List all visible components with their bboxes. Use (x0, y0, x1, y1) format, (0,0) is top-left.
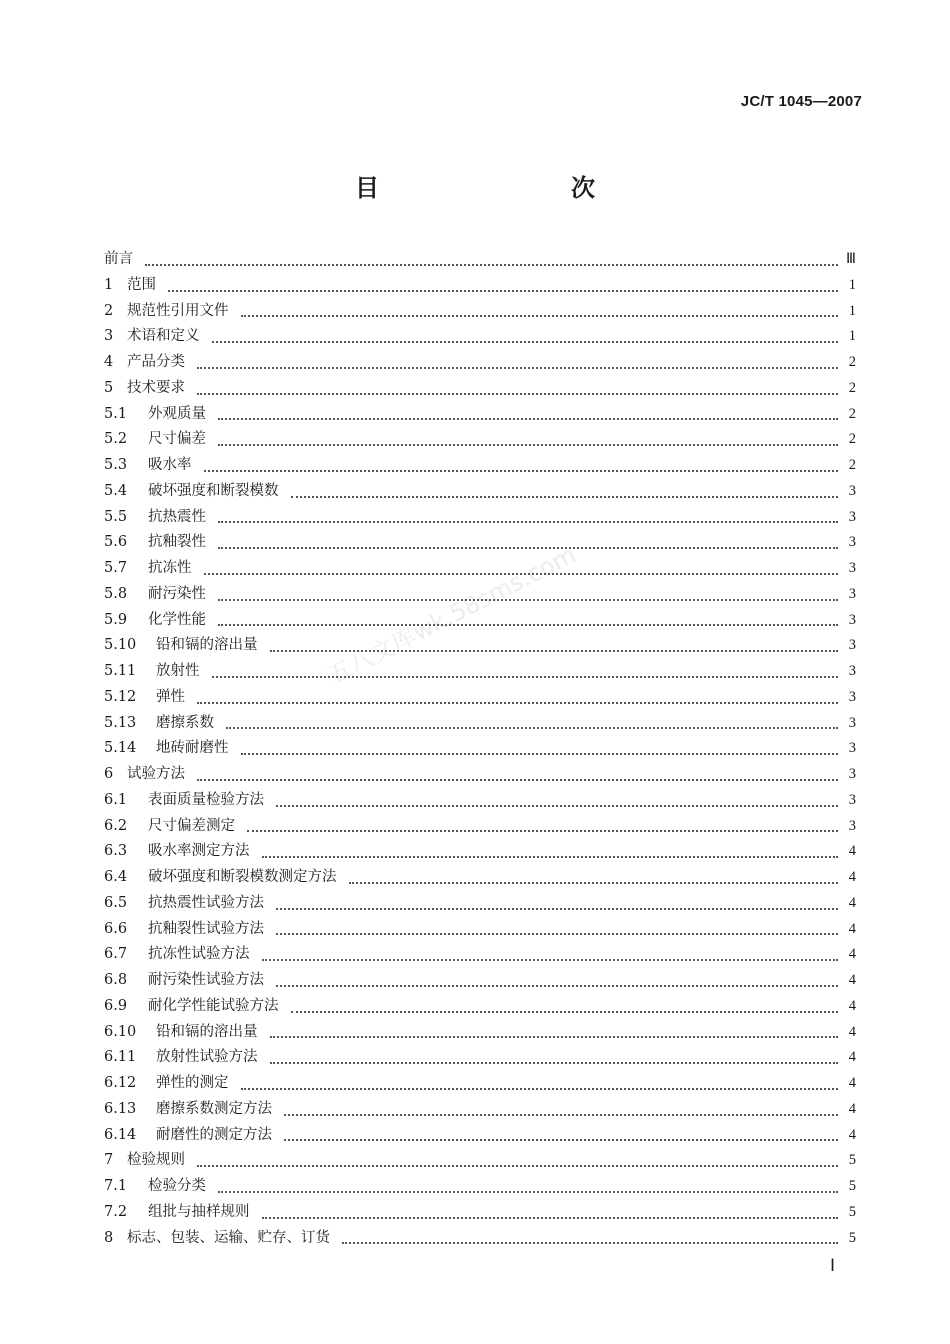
toc-entry-number: 1 (104, 276, 114, 293)
toc-entry-page: 5 (848, 1229, 856, 1246)
toc-entry-title: 破坏强度和断裂模数 (148, 482, 279, 499)
dot-leader (270, 634, 839, 652)
toc-entry-number: 5.4 (104, 482, 128, 499)
toc-entry-number: 6.6 (104, 920, 128, 937)
toc-entry[interactable] (104, 1123, 856, 1149)
toc-entry-title: 表面质量检验方法 (148, 791, 264, 808)
toc-entry[interactable] (104, 659, 856, 685)
dot-leader (342, 1226, 838, 1244)
toc-entry-page: 5 (848, 1152, 856, 1169)
toc-entry-number: 6.4 (104, 869, 128, 885)
toc-entry-title: 耐污染性 (148, 585, 206, 602)
toc-entry[interactable] (104, 273, 856, 299)
toc-entry-title: 铅和镉的溶出量 (156, 1023, 258, 1040)
dot-leader (197, 1149, 838, 1167)
toc-entry-number: 6.12 (104, 1075, 137, 1091)
dot-leader (197, 351, 838, 369)
toc-entry[interactable] (104, 968, 856, 994)
dot-leader (197, 377, 838, 395)
toc-entry[interactable] (104, 1045, 856, 1071)
toc-entry-page: 3 (848, 585, 856, 602)
toc-entry-number: 3 (104, 328, 114, 345)
toc-entry-number: 5.11 (104, 663, 137, 679)
toc-entry-page: 4 (848, 1075, 856, 1091)
toc-entry-number: 6.11 (104, 1049, 137, 1066)
toc-entry-number: 2 (104, 302, 114, 319)
toc-entry[interactable] (104, 942, 856, 968)
toc-entry-page: 3 (848, 817, 856, 834)
toc-entry[interactable] (104, 1226, 856, 1252)
toc-entry-number: 5.14 (104, 740, 137, 757)
toc-entry-number: 7.2 (104, 1203, 128, 1220)
toc-entry-page: 4 (848, 997, 856, 1014)
toc-entry-title: 组批与抽样规则 (148, 1203, 250, 1220)
dot-leader (218, 608, 838, 626)
toc-entry-number: 4 (104, 354, 114, 370)
toc-entry-title: 耐污染性试验方法 (148, 972, 264, 988)
toc-entry-title: 尺寸偏差 (148, 431, 206, 448)
dot-leader (247, 814, 838, 832)
dot-leader (241, 299, 839, 317)
toc-entry[interactable] (104, 1071, 856, 1097)
toc-entry-number: 6.5 (104, 894, 128, 911)
dot-leader (262, 943, 839, 961)
toc-entry[interactable] (104, 736, 856, 762)
toc-entry[interactable] (104, 479, 856, 505)
toc-entry-page: 4 (848, 946, 856, 963)
toc-entry-page: 3 (848, 740, 856, 757)
toc-entry-title: 术语和定义 (127, 328, 200, 345)
dot-leader (145, 248, 838, 266)
toc-entry-number: 6.7 (104, 946, 128, 963)
toc-entry-title: 弹性 (156, 688, 185, 705)
toc-entry-number: 5.9 (104, 611, 128, 628)
dot-leader (291, 995, 839, 1013)
toc-entry-number: 5.7 (104, 560, 128, 576)
toc-entry-number: 5.5 (104, 508, 128, 525)
dot-leader (276, 917, 838, 935)
toc-entry-title: 抗釉裂性试验方法 (148, 920, 264, 937)
toc-entry[interactable] (104, 1020, 856, 1046)
dot-leader (262, 1201, 839, 1219)
standard-code: JC/T 1045—2007 (740, 93, 862, 110)
watermark: 五八文库wk.58sms.com (322, 540, 581, 691)
dot-leader (349, 866, 839, 884)
toc-entry-title: 耐磨性的测定方法 (156, 1126, 272, 1143)
toc-entry-page: 3 (848, 482, 856, 499)
toc-entry-page: 3 (848, 611, 856, 628)
dot-leader (197, 686, 838, 704)
toc-entry-title: 范围 (127, 276, 156, 293)
toc-entry-page: 4 (848, 920, 856, 937)
toc-entry-page: 5 (848, 1178, 856, 1194)
toc-entry-title: 耐化学性能试验方法 (148, 997, 279, 1014)
dot-leader (218, 583, 838, 601)
toc-entry-page: 4 (848, 1049, 856, 1066)
toc-entry-page: 5 (848, 1203, 856, 1220)
toc-entry-title: 产品分类 (127, 354, 185, 370)
toc-entry[interactable] (104, 453, 856, 479)
toc-entry-page: 2 (848, 354, 856, 370)
toc-entry-title: 吸水率 (148, 457, 192, 473)
dot-leader (270, 1020, 839, 1038)
toc-entry-number: 6.1 (104, 791, 128, 808)
toc-entry-page: 4 (848, 894, 856, 911)
toc-entry[interactable] (104, 299, 856, 325)
dot-leader (226, 711, 838, 729)
toc-entry-page: 4 (848, 843, 856, 860)
toc-entry[interactable] (104, 530, 856, 556)
toc-entry-page: 4 (848, 1023, 856, 1040)
toc-entry-title: 吸水率测定方法 (148, 843, 250, 860)
toc-entry-page: 1 (848, 328, 856, 345)
toc-entry-number: 5.6 (104, 534, 128, 551)
dot-leader (291, 480, 839, 498)
toc-entry[interactable] (104, 324, 856, 350)
toc-entry[interactable] (104, 814, 856, 840)
dot-leader (284, 1098, 838, 1116)
toc-entry-number: 5.13 (104, 714, 137, 731)
dot-leader (218, 428, 838, 446)
toc-entry-number: 6.14 (104, 1126, 137, 1143)
toc-entry-title: 抗冻性 (148, 560, 192, 576)
dot-leader (276, 892, 838, 910)
toc-entry[interactable] (104, 350, 856, 376)
toc-entry-title: 前言 (104, 251, 133, 267)
toc-entry-number: 7 (104, 1152, 114, 1169)
toc-entry-title: 尺寸偏差测定 (148, 817, 235, 834)
toc-entry[interactable] (104, 1174, 856, 1200)
toc-entry[interactable] (104, 762, 856, 788)
toc-entry-page: 2 (848, 431, 856, 448)
toc-entry-page: 4 (848, 869, 856, 885)
table-of-contents (104, 247, 856, 1251)
toc-entry[interactable] (104, 376, 856, 402)
toc-entry-number: 6.13 (104, 1100, 137, 1117)
dot-leader (204, 454, 839, 472)
dot-leader (284, 1123, 838, 1141)
toc-entry[interactable] (104, 1148, 856, 1174)
toc-entry-title: 规范性引用文件 (127, 302, 229, 319)
toc-entry-title: 破坏强度和断裂模数测定方法 (148, 869, 337, 885)
toc-entry-page: 1 (848, 276, 856, 293)
dot-leader (262, 840, 839, 858)
toc-entry[interactable] (104, 427, 856, 453)
toc-entry-title: 抗釉裂性 (148, 534, 206, 551)
toc-entry-number: 5.1 (104, 405, 128, 422)
toc-entry[interactable] (104, 788, 856, 814)
toc-entry-number: 5.8 (104, 585, 128, 602)
toc-entry-number: 6.9 (104, 997, 128, 1014)
toc-entry-page: 4 (848, 972, 856, 988)
toc-entry-number: 5 (104, 379, 114, 396)
toc-entry-page: 4 (848, 1126, 856, 1143)
dot-leader (168, 274, 838, 292)
toc-entry-title: 检验分类 (148, 1178, 206, 1194)
toc-entry-page: 2 (848, 405, 856, 422)
dot-leader (276, 789, 838, 807)
dot-leader (218, 1175, 838, 1193)
toc-entry[interactable] (104, 582, 856, 608)
toc-entry[interactable] (104, 994, 856, 1020)
toc-entry-title: 抗热震性 (148, 508, 206, 525)
toc-entry-page: 3 (848, 560, 856, 576)
toc-entry[interactable] (104, 402, 856, 428)
toc-entry-number: 6.8 (104, 972, 128, 988)
toc-entry[interactable] (104, 608, 856, 634)
toc-entry-title: 磨擦系数测定方法 (156, 1100, 272, 1117)
toc-entry[interactable] (104, 711, 856, 737)
toc-entry-number: 7.1 (104, 1178, 128, 1194)
toc-entry-title: 铅和镉的溶出量 (156, 637, 258, 654)
page-number: Ⅰ (829, 1256, 835, 1275)
toc-entry[interactable] (104, 556, 856, 582)
dot-leader (276, 969, 838, 987)
toc-entry[interactable] (104, 917, 856, 943)
toc-entry[interactable] (104, 505, 856, 531)
toc-entry-title: 检验规则 (127, 1152, 185, 1169)
toc-entry-page: 3 (848, 791, 856, 808)
toc-entry-number: 5.10 (104, 637, 137, 654)
dot-leader (218, 402, 838, 420)
dot-leader (212, 325, 839, 343)
toc-entry-number: 6.3 (104, 843, 128, 860)
toc-entry-page: 3 (848, 714, 856, 731)
toc-entry-title: 标志、包装、运输、贮存、订货 (127, 1229, 330, 1246)
dot-leader (241, 737, 839, 755)
toc-entry-number: 5.12 (104, 688, 137, 705)
dot-leader (204, 557, 839, 575)
toc-entry-page: 3 (848, 637, 856, 654)
dot-leader (218, 531, 838, 549)
toc-entry-page: 3 (848, 508, 856, 525)
toc-entry-number: 8 (104, 1229, 114, 1246)
toc-entry-page: 1 (848, 302, 856, 319)
toc-entry[interactable] (104, 865, 856, 891)
dot-leader (197, 763, 838, 781)
toc-entry-number: 6.2 (104, 817, 128, 834)
toc-entry-number: 6 (104, 766, 114, 782)
toc-entry-page: 3 (848, 663, 856, 679)
toc-entry-page: Ⅲ (846, 251, 856, 267)
toc-entry-title: 放射性试验方法 (156, 1049, 258, 1066)
toc-entry-number: 5.2 (104, 431, 128, 448)
dot-leader (218, 505, 838, 523)
toc-entry-number: 6.10 (104, 1023, 137, 1040)
toc-entry-title: 磨擦系数 (156, 714, 214, 731)
toc-entry[interactable] (104, 685, 856, 711)
toc-entry[interactable] (104, 1200, 856, 1226)
toc-entry[interactable] (104, 633, 856, 659)
toc-entry-page: 2 (848, 379, 856, 396)
toc-entry-title: 弹性的测定 (156, 1075, 229, 1091)
toc-entry-title: 试验方法 (127, 766, 185, 782)
toc-entry[interactable] (104, 247, 856, 273)
toc-entry[interactable] (104, 839, 856, 865)
page-title: 目 次 (355, 174, 643, 202)
dot-leader (241, 1072, 839, 1090)
toc-entry-title: 抗热震性试验方法 (148, 894, 264, 911)
toc-entry-title: 放射性 (156, 663, 200, 679)
toc-entry-page: 3 (848, 534, 856, 551)
toc-entry-title: 技术要求 (127, 379, 185, 396)
toc-entry-title: 地砖耐磨性 (156, 740, 229, 757)
toc-entry[interactable] (104, 891, 856, 917)
toc-entry-title: 化学性能 (148, 611, 206, 628)
toc-entry[interactable] (104, 1097, 856, 1123)
dot-leader (270, 1046, 839, 1064)
toc-entry-page: 2 (848, 457, 856, 473)
toc-entry-page: 4 (848, 1100, 856, 1117)
toc-entry-page: 3 (848, 688, 856, 705)
toc-entry-title: 外观质量 (148, 405, 206, 422)
toc-entry-number: 5.3 (104, 457, 128, 473)
dot-leader (212, 660, 839, 678)
toc-entry-page: 3 (848, 766, 856, 782)
toc-entry-title: 抗冻性试验方法 (148, 946, 250, 963)
